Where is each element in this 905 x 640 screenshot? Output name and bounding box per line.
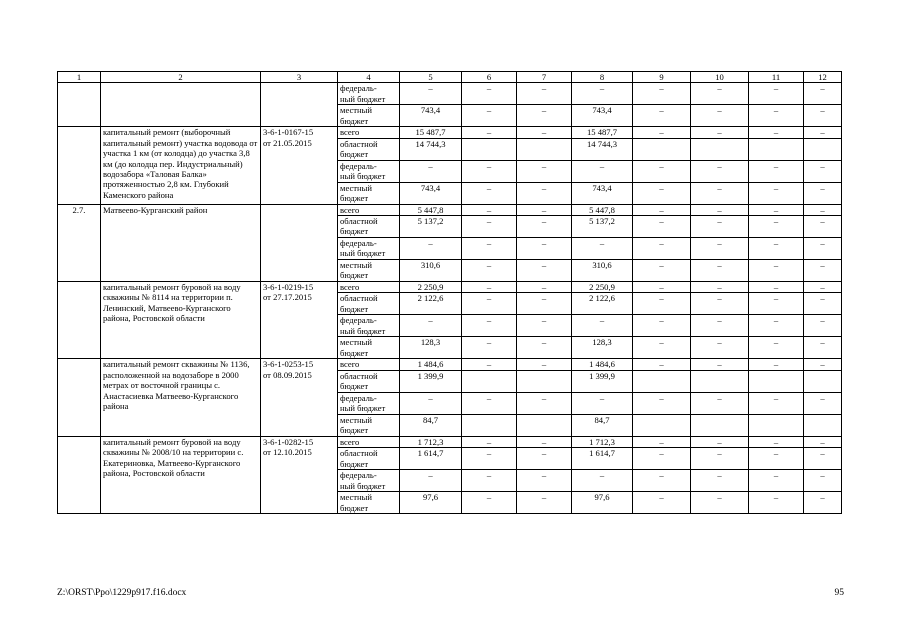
value-cell: – — [462, 392, 517, 414]
item-number-cell — [58, 436, 101, 513]
value-cell: – — [462, 448, 517, 470]
value-cell: – — [749, 448, 804, 470]
value-cell: – — [749, 436, 804, 447]
item-number-cell — [58, 359, 101, 436]
value-cell — [691, 138, 749, 160]
value-cell: – — [517, 436, 572, 447]
value-cell: – — [804, 470, 842, 492]
column-header: 3 — [261, 72, 338, 83]
value-cell — [517, 370, 572, 392]
value-cell: – — [517, 216, 572, 238]
column-header: 6 — [462, 72, 517, 83]
value-cell: – — [804, 436, 842, 447]
item-number-cell — [58, 83, 101, 127]
value-cell: – — [400, 392, 462, 414]
table-row — [58, 83, 842, 105]
item-number-cell: 2.7. — [58, 204, 101, 281]
value-cell: – — [517, 105, 572, 127]
budget-source-cell: федераль- ный бюджет — [338, 392, 400, 414]
value-cell: – — [804, 216, 842, 238]
value-cell: 743,4 — [400, 182, 462, 204]
value-cell: – — [517, 470, 572, 492]
value-cell: – — [633, 83, 691, 105]
value-cell: – — [804, 392, 842, 414]
value-cell: – — [691, 337, 749, 359]
value-cell: – — [400, 470, 462, 492]
value-cell — [804, 138, 842, 160]
value-cell: – — [572, 470, 633, 492]
item-code-cell: 3-6-1-0219-15 от 27.17.2015 — [261, 282, 338, 359]
value-cell: – — [633, 127, 691, 138]
value-cell — [804, 414, 842, 436]
value-cell: – — [804, 83, 842, 105]
value-cell: – — [804, 182, 842, 204]
value-cell — [749, 414, 804, 436]
value-cell: – — [633, 436, 691, 447]
value-cell: – — [400, 83, 462, 105]
value-cell — [691, 370, 749, 392]
value-cell: – — [804, 337, 842, 359]
value-cell: 310,6 — [572, 260, 633, 282]
value-cell: – — [691, 127, 749, 138]
item-description-cell: Матвеево-Курганский район — [101, 204, 261, 281]
value-cell: – — [517, 260, 572, 282]
value-cell: 5 137,2 — [572, 216, 633, 238]
value-cell: – — [633, 293, 691, 315]
value-cell: – — [804, 315, 842, 337]
value-cell: – — [691, 436, 749, 447]
value-cell: – — [462, 260, 517, 282]
value-cell: 1 614,7 — [572, 448, 633, 470]
value-cell: – — [462, 127, 517, 138]
value-cell: – — [517, 160, 572, 182]
value-cell — [691, 414, 749, 436]
value-cell — [517, 414, 572, 436]
value-cell: – — [691, 293, 749, 315]
item-description-cell: капитальный ремонт скважины № 1136, расположенной на водозаборе в 2000 метрах от восточной границы с. Анастасиевка Матвеево-Курганского района — [101, 359, 261, 436]
value-cell: – — [633, 105, 691, 127]
value-cell: – — [517, 337, 572, 359]
value-cell: – — [804, 293, 842, 315]
budget-source-cell: всего — [338, 436, 400, 447]
column-header: 11 — [749, 72, 804, 83]
value-cell: 1 399,9 — [400, 370, 462, 392]
value-cell: – — [691, 216, 749, 238]
value-cell: – — [462, 492, 517, 514]
value-cell: – — [517, 315, 572, 337]
value-cell: – — [804, 160, 842, 182]
value-cell: – — [633, 470, 691, 492]
budget-source-cell: местный бюджет — [338, 337, 400, 359]
value-cell: – — [691, 260, 749, 282]
budget-source-cell: областной бюджет — [338, 293, 400, 315]
budget-source-cell: федераль- ный бюджет — [338, 83, 400, 105]
value-cell: 743,4 — [400, 105, 462, 127]
column-number-row — [58, 72, 842, 83]
value-cell: – — [804, 238, 842, 260]
value-cell — [517, 138, 572, 160]
value-cell: 1 399,9 — [572, 370, 633, 392]
value-cell: – — [462, 359, 517, 370]
item-code-cell: 3-6-1-0253-15 от 08.09.2015 — [261, 359, 338, 436]
budget-source-cell: местный бюджет — [338, 414, 400, 436]
value-cell: – — [462, 204, 517, 215]
value-cell: – — [400, 160, 462, 182]
value-cell: – — [633, 238, 691, 260]
value-cell: 1 484,6 — [400, 359, 462, 370]
document-path: Z:\ORST\Ppo\1229p917.f16.docx — [57, 588, 187, 598]
value-cell: – — [517, 448, 572, 470]
value-cell: – — [633, 204, 691, 215]
value-cell: – — [691, 83, 749, 105]
item-description-cell — [101, 83, 261, 127]
value-cell: 2 250,9 — [572, 282, 633, 293]
value-cell: 2 122,6 — [400, 293, 462, 315]
value-cell: – — [572, 238, 633, 260]
value-cell: 14 744,3 — [400, 138, 462, 160]
value-cell: – — [462, 105, 517, 127]
value-cell: – — [691, 448, 749, 470]
value-cell: – — [749, 392, 804, 414]
value-cell: – — [462, 83, 517, 105]
value-cell: – — [633, 216, 691, 238]
page-number: 95 — [834, 588, 844, 598]
value-cell: – — [462, 238, 517, 260]
value-cell: – — [633, 392, 691, 414]
value-cell: – — [572, 83, 633, 105]
value-cell: 128,3 — [400, 337, 462, 359]
value-cell: – — [517, 127, 572, 138]
value-cell: 5 447,8 — [400, 204, 462, 215]
value-cell — [633, 370, 691, 392]
value-cell: – — [633, 359, 691, 370]
item-code-cell — [261, 83, 338, 127]
item-description-cell: капитальный ремонт (выборочный капитальный ремонт) участка водовода от участка 1 км (от колодца) до участка 3,8 км (до колодца пер. Индустриальный) водозабора «Таловая Балка» протяженностью 2,8 км. Глубокий Каменского района — [101, 127, 261, 204]
value-cell: – — [633, 160, 691, 182]
value-cell — [633, 138, 691, 160]
value-cell: – — [691, 315, 749, 337]
value-cell: – — [749, 315, 804, 337]
column-header: 4 — [338, 72, 400, 83]
value-cell: 15 487,7 — [572, 127, 633, 138]
budget-source-cell: всего — [338, 204, 400, 215]
budget-source-cell: областной бюджет — [338, 370, 400, 392]
value-cell: – — [691, 238, 749, 260]
budget-source-cell: всего — [338, 282, 400, 293]
value-cell: – — [633, 492, 691, 514]
budget-source-cell: местный бюджет — [338, 105, 400, 127]
value-cell: – — [691, 492, 749, 514]
value-cell: 2 250,9 — [400, 282, 462, 293]
value-cell: – — [691, 470, 749, 492]
budget-source-cell: областной бюджет — [338, 448, 400, 470]
value-cell: – — [749, 105, 804, 127]
value-cell: 84,7 — [572, 414, 633, 436]
budget-source-cell: всего — [338, 127, 400, 138]
value-cell: – — [804, 105, 842, 127]
item-number-cell — [58, 127, 101, 204]
table-row — [58, 359, 842, 370]
value-cell — [462, 414, 517, 436]
table-row — [58, 204, 842, 215]
column-header: 5 — [400, 72, 462, 83]
value-cell: – — [517, 392, 572, 414]
value-cell: 14 744,3 — [572, 138, 633, 160]
budget-source-cell: федераль- ный бюджет — [338, 315, 400, 337]
value-cell: – — [749, 204, 804, 215]
budget-source-cell: федераль- ный бюджет — [338, 238, 400, 260]
value-cell: – — [462, 182, 517, 204]
budget-source-cell: местный бюджет — [338, 260, 400, 282]
value-cell — [749, 370, 804, 392]
value-cell: 310,6 — [400, 260, 462, 282]
budget-source-cell: областной бюджет — [338, 138, 400, 160]
value-cell: 743,4 — [572, 182, 633, 204]
value-cell: – — [749, 337, 804, 359]
value-cell: – — [804, 127, 842, 138]
value-cell: 97,6 — [400, 492, 462, 514]
value-cell: – — [804, 448, 842, 470]
value-cell — [633, 414, 691, 436]
value-cell: 1 614,7 — [400, 448, 462, 470]
value-cell: – — [462, 160, 517, 182]
column-header: 10 — [691, 72, 749, 83]
value-cell: – — [749, 182, 804, 204]
value-cell: 15 487,7 — [400, 127, 462, 138]
budget-source-cell: всего — [338, 359, 400, 370]
table-row — [58, 127, 842, 138]
value-cell: – — [517, 182, 572, 204]
value-cell: – — [462, 337, 517, 359]
value-cell: 128,3 — [572, 337, 633, 359]
value-cell: – — [517, 359, 572, 370]
value-cell: 5 447,8 — [572, 204, 633, 215]
value-cell: – — [572, 392, 633, 414]
value-cell: – — [400, 238, 462, 260]
value-cell: – — [633, 315, 691, 337]
value-cell — [462, 138, 517, 160]
item-description-cell: капитальный ремонт буровой на воду скважины № 8114 на территории п. Ленинский, Матвеево-Курганского района, Ростовской области — [101, 282, 261, 359]
column-header: 7 — [517, 72, 572, 83]
value-cell: – — [749, 470, 804, 492]
value-cell: 5 137,2 — [400, 216, 462, 238]
value-cell: – — [517, 204, 572, 215]
value-cell: – — [517, 238, 572, 260]
item-number-cell — [58, 282, 101, 359]
value-cell: – — [462, 315, 517, 337]
value-cell: – — [691, 105, 749, 127]
value-cell: 1 712,3 — [400, 436, 462, 447]
budget-source-cell: местный бюджет — [338, 182, 400, 204]
value-cell — [462, 370, 517, 392]
value-cell: – — [691, 359, 749, 370]
table-row — [58, 436, 842, 447]
value-cell: – — [749, 293, 804, 315]
value-cell: – — [749, 260, 804, 282]
value-cell: – — [749, 83, 804, 105]
value-cell: – — [804, 492, 842, 514]
value-cell: – — [749, 359, 804, 370]
value-cell: 2 122,6 — [572, 293, 633, 315]
value-cell: 1 712,3 — [572, 436, 633, 447]
value-cell: – — [572, 315, 633, 337]
value-cell: – — [633, 448, 691, 470]
column-header: 1 — [58, 72, 101, 83]
value-cell: – — [400, 315, 462, 337]
value-cell: – — [691, 160, 749, 182]
value-cell: – — [691, 392, 749, 414]
budget-source-cell: федераль- ный бюджет — [338, 470, 400, 492]
budget-source-cell: местный бюджет — [338, 492, 400, 514]
item-code-cell: 3-6-1-0282-15 от 12.10.2015 — [261, 436, 338, 513]
value-cell: – — [462, 293, 517, 315]
value-cell: – — [749, 160, 804, 182]
value-cell: – — [517, 83, 572, 105]
value-cell: – — [462, 282, 517, 293]
column-header: 9 — [633, 72, 691, 83]
value-cell: – — [691, 182, 749, 204]
value-cell: – — [517, 282, 572, 293]
value-cell: – — [462, 470, 517, 492]
value-cell: – — [804, 260, 842, 282]
budget-table — [57, 71, 842, 514]
column-header: 2 — [101, 72, 261, 83]
value-cell: – — [691, 204, 749, 215]
value-cell: 1 484,6 — [572, 359, 633, 370]
value-cell: – — [804, 359, 842, 370]
column-header: 8 — [572, 72, 633, 83]
value-cell: – — [749, 492, 804, 514]
value-cell: – — [517, 293, 572, 315]
value-cell: 84,7 — [400, 414, 462, 436]
value-cell: – — [572, 160, 633, 182]
item-code-cell: 3-6-1-0167-15 от 21.05.2015 — [261, 127, 338, 204]
value-cell: – — [633, 182, 691, 204]
value-cell: – — [462, 436, 517, 447]
item-description-cell: капитальный ремонт буровой на воду скважины № 2008/10 на территории с. Екатериновка, Матвеево-Курганского района, Ростовской области — [101, 436, 261, 513]
value-cell — [749, 138, 804, 160]
budget-source-cell: областной бюджет — [338, 216, 400, 238]
table-row — [58, 282, 842, 293]
column-header: 12 — [804, 72, 842, 83]
item-code-cell — [261, 204, 338, 281]
value-cell: – — [633, 282, 691, 293]
value-cell: 97,6 — [572, 492, 633, 514]
value-cell: – — [804, 282, 842, 293]
value-cell — [804, 370, 842, 392]
value-cell: – — [462, 216, 517, 238]
value-cell: – — [749, 282, 804, 293]
value-cell: – — [749, 216, 804, 238]
value-cell: 743,4 — [572, 105, 633, 127]
budget-source-cell: федераль- ный бюджет — [338, 160, 400, 182]
value-cell: – — [633, 337, 691, 359]
value-cell: – — [804, 204, 842, 215]
value-cell: – — [749, 238, 804, 260]
value-cell: – — [691, 282, 749, 293]
value-cell: – — [517, 492, 572, 514]
value-cell: – — [749, 127, 804, 138]
value-cell: – — [633, 260, 691, 282]
